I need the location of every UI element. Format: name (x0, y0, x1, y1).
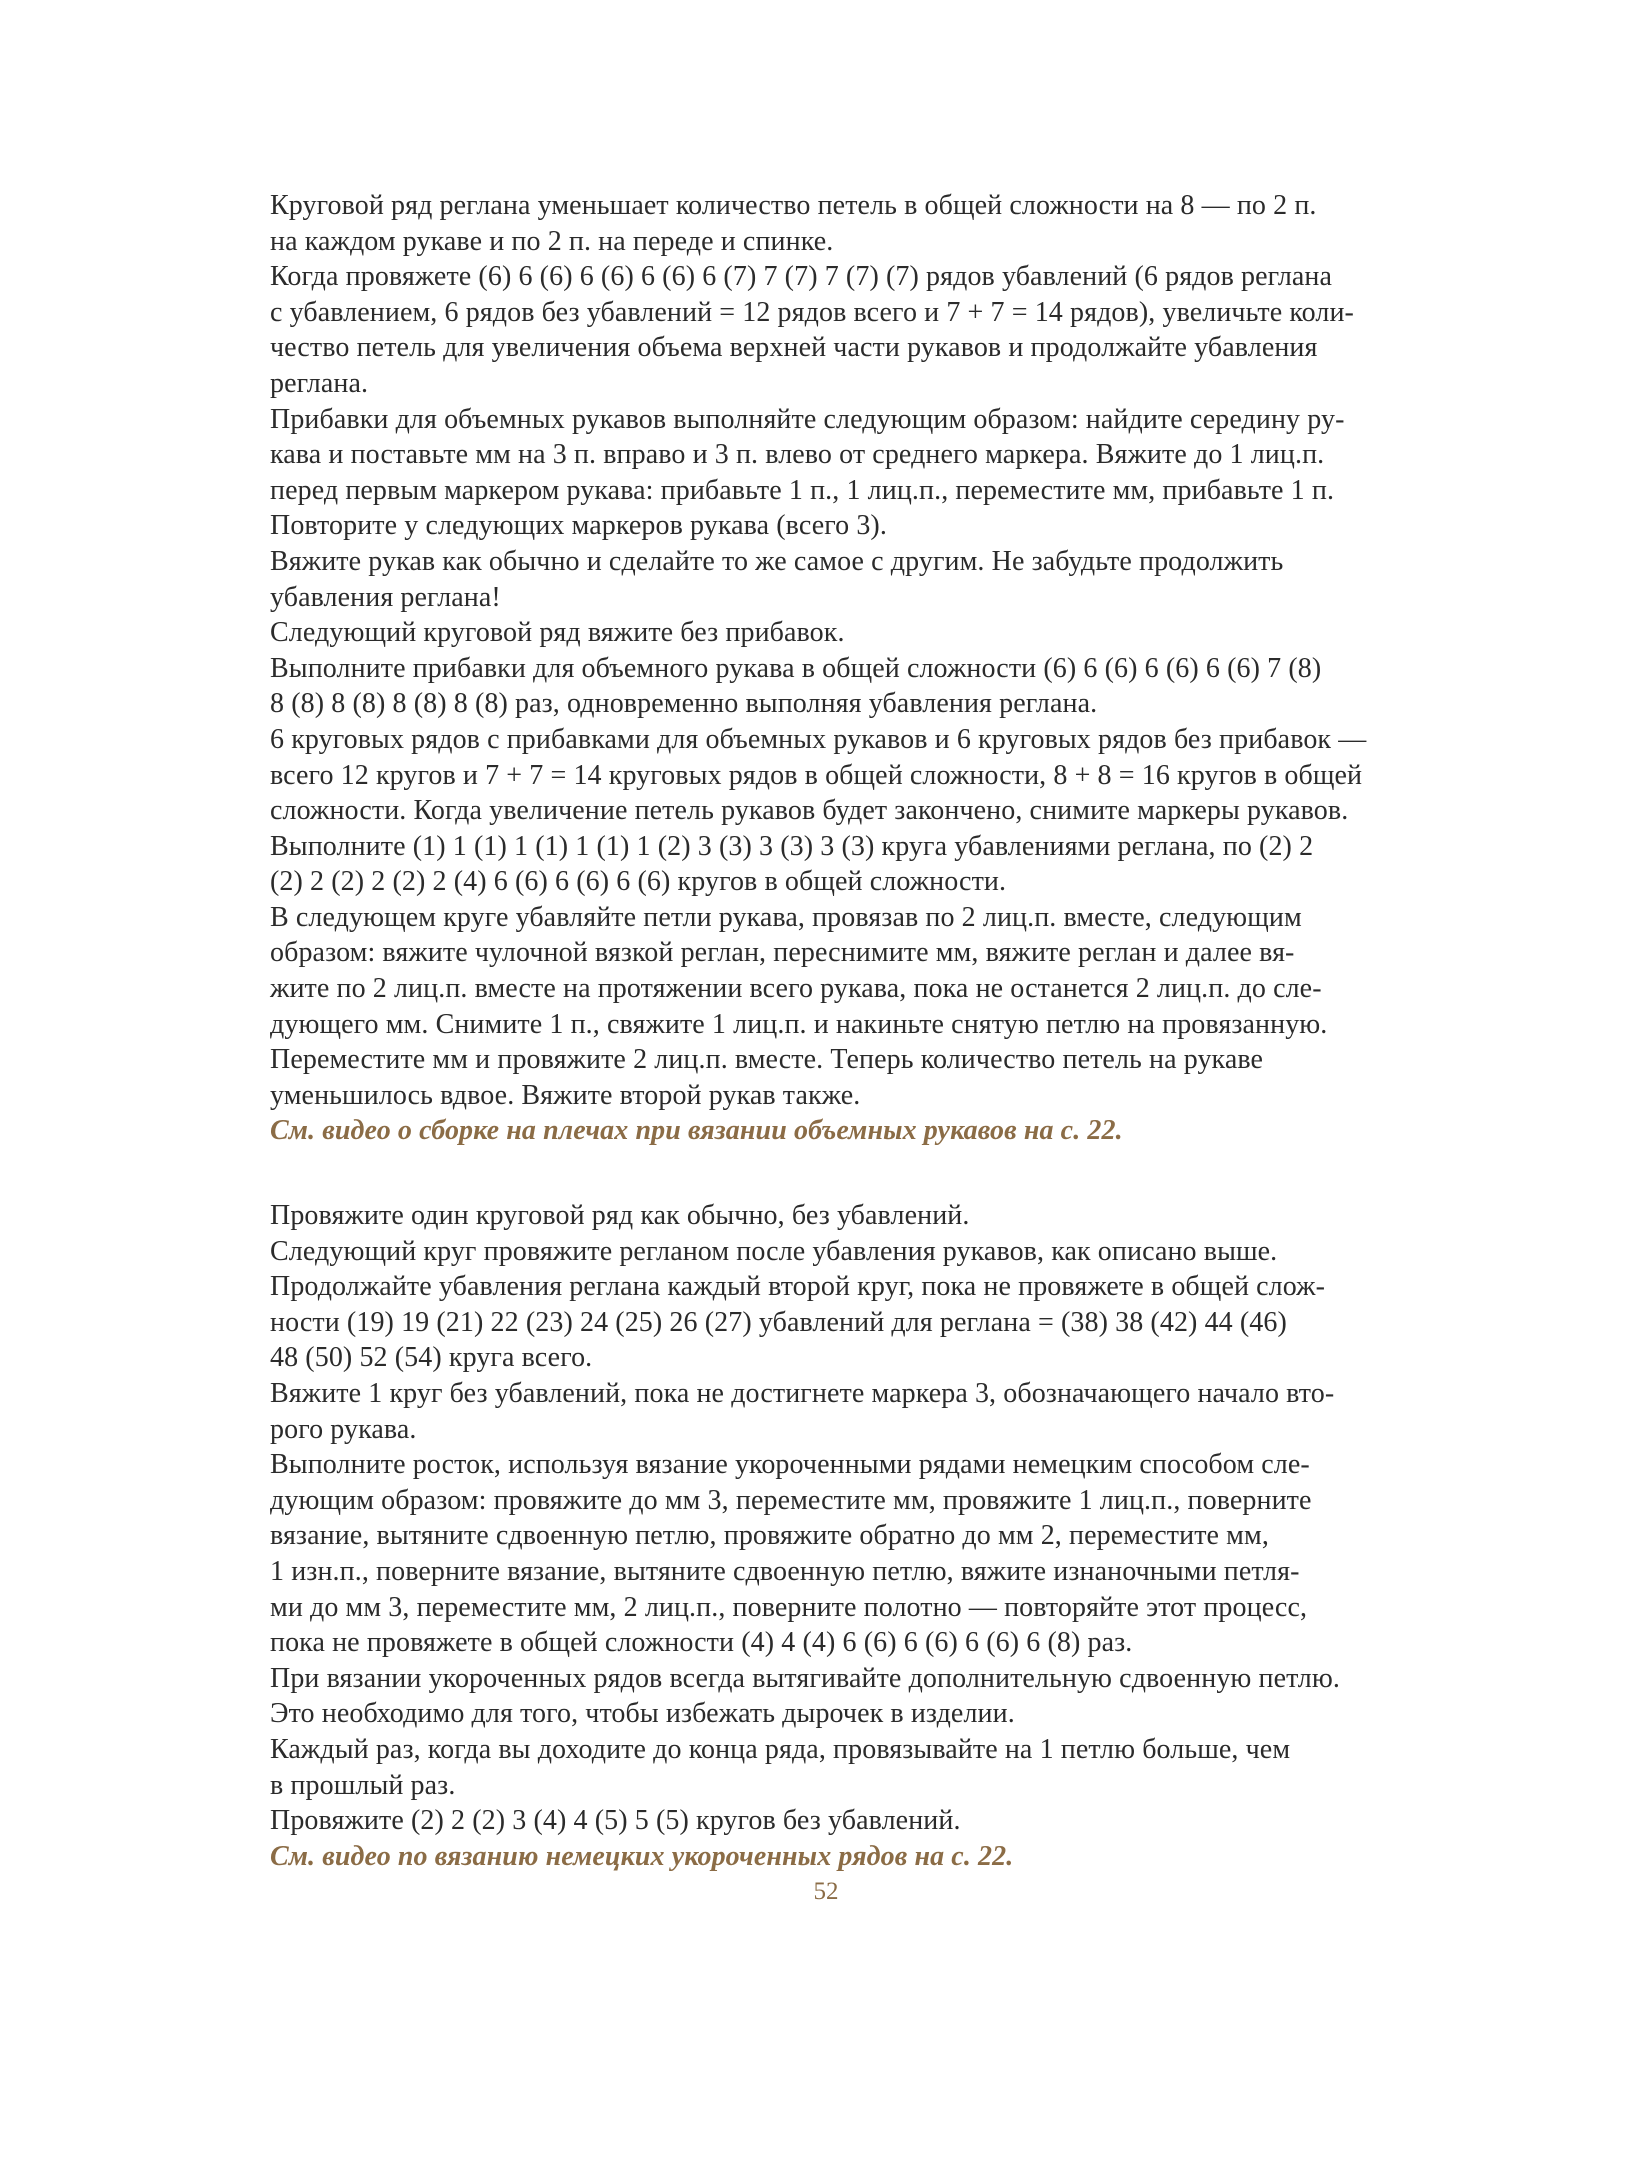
text-line: уменьшилось вдвое. Вяжите второй рукав также. (270, 1079, 861, 1111)
text-line: 1 изн.п., поверните вязание, вытяните сдвоенную петлю, вяжите изнаночными петля- (270, 1555, 1300, 1587)
text-line: В следующем круге убавляйте петли рукава, провязав по 2 лиц.п. вместе, следующим (270, 901, 1302, 933)
text-line: перед первым маркером рукава: прибавьте 1 п., 1 лиц.п., переместите мм, прибавьте 1 п. (270, 474, 1335, 506)
text-line: ности (19) 19 (21) 22 (23) 24 (25) 26 (27) убавлений для реглана = (38) 38 (42) 44 (46) (270, 1306, 1287, 1338)
text-line: Переместите мм и провяжите 2 лиц.п. вместе. Теперь количество петель на рукаве (270, 1044, 1264, 1076)
text-line: ми до мм 3, переместите мм, 2 лиц.п., поверните полотно — повторяйте этот процесс, (270, 1591, 1308, 1623)
text-line: вязание, вытяните сдвоенную петлю, провяжите обратно до мм 2, переместите мм, (270, 1520, 1269, 1552)
text-line: Следующий круг провяжите регланом после убавления рукавов, как описано выше. (270, 1235, 1278, 1267)
text-line: жите по 2 лиц.п. вместе на протяжении всего рукава, пока не останется 2 лиц.п. до сле- (270, 973, 1322, 1005)
text-line: 48 (50) 52 (54) круга всего. (270, 1342, 593, 1374)
text-line: Каждый раз, когда вы доходите до конца ряда, провязывайте на 1 петлю больше, чем (270, 1733, 1291, 1765)
text-line: на каждом рукаве и по 2 п. на переде и спинке. (270, 225, 834, 257)
text-line: дующим образом: провяжите до мм 3, переместите мм, провяжите 1 лиц.п., поверните (270, 1484, 1312, 1516)
text-line: рого рукава. (270, 1413, 417, 1445)
video-reference-link-short-rows[interactable]: См. видео по вязанию немецких укороченных рядов на с. 22. (270, 1840, 1014, 1872)
text-line: образом: вяжите чулочной вязкой реглан, переснимите мм, вяжите реглан и далее вя- (270, 937, 1295, 969)
text-line: чество петель для увеличения объема верхней части рукавов и продолжайте убавления (270, 332, 1318, 364)
instructions-block-2 (270, 1198, 1450, 1874)
text-line: Вяжите 1 круг без убавлений, пока не достигнете маркера 3, обозначающего начало вто- (270, 1377, 1335, 1409)
text-line: дующего мм. Снимите 1 п., свяжите 1 лиц.п. и накиньте снятую петлю на провязанную. (270, 1008, 1328, 1040)
text-line: пока не провяжете в общей сложности (4) 4 (4) 6 (6) 6 (6) 6 (6) 6 (8) раз. (270, 1627, 1133, 1659)
text-line: Продолжайте убавления реглана каждый второй круг, пока не провяжете в общей слож- (270, 1271, 1326, 1303)
video-reference-link-shoulders[interactable]: См. видео о сборке на плечах при вязании объемных рукавов на с. 22. (270, 1115, 1123, 1147)
text-line: Это необходимо для того, чтобы избежать дырочек в изделии. (270, 1698, 1015, 1730)
text-line: Повторите у следующих маркеров рукава (всего 3). (270, 510, 887, 542)
text-line: Выполните прибавки для объемного рукава в общей сложности (6) 6 (6) 6 (6) 6 (6) 7 (8) (270, 652, 1322, 684)
text-line: При вязании укороченных рядов всегда вытягивайте дополнительную сдвоенную петлю. (270, 1662, 1340, 1694)
text-line: Круговой ряд реглана уменьшает количество петель в общей сложности на 8 — по 2 п. (270, 190, 1317, 221)
instructions-block-1 (270, 188, 1450, 1149)
text-line: Провяжите один круговой ряд как обычно, без убавлений. (270, 1200, 970, 1231)
page-number: 52 (813, 1878, 839, 1905)
text-line: (2) 2 (2) 2 (2) 2 (4) 6 (6) 6 (6) 6 (6) кругов в общей сложности. (270, 866, 1007, 898)
text-line: Когда провяжете (6) 6 (6) 6 (6) 6 (6) 6 (7) 7 (7) 7 (7) (7) рядов убавлений (6 рядов реглана (270, 261, 1333, 293)
text-line: 8 (8) 8 (8) 8 (8) 8 (8) раз, одновременно выполняя убавления реглана. (270, 688, 1098, 720)
text-line: 6 круговых рядов с прибавками для объемных рукавов и 6 круговых рядов без прибавок — (270, 723, 1367, 755)
text-line: реглана. (270, 367, 369, 399)
text-line: Вяжите рукав как обычно и сделайте то же самое с другим. Не забудьте продолжить (270, 545, 1284, 577)
text-line: Провяжите (2) 2 (2) 3 (4) 4 (5) 5 (5) кругов без убавлений. (270, 1805, 961, 1837)
text-line: сложности. Когда увеличение петель рукавов будет закончено, снимите маркеры рукавов. (270, 795, 1349, 827)
text-line: убавления реглана! (270, 581, 501, 613)
text-line: Выполните росток, используя вязание укороченными рядами немецким способом сле- (270, 1449, 1310, 1481)
text-line: Выполните (1) 1 (1) 1 (1) 1 (1) 1 (2) 3 (3) 3 (3) 3 (3) круга убавлениями реглана, по (2) 2 (270, 830, 1314, 862)
text-line: Прибавки для объемных рукавов выполняйте следующим образом: найдите середину ру- (270, 403, 1345, 435)
text-line: с убавлением, 6 рядов без убавлений = 12 рядов всего и 7 + 7 = 14 рядов), увеличьте коли- (270, 296, 1354, 328)
text-line: всего 12 кругов и 7 + 7 = 14 круговых рядов в общей сложности, 8 + 8 = 16 кругов в общей (270, 759, 1363, 791)
text-line: кава и поставьте мм на 3 п. вправо и 3 п. влево от среднего маркера. Вяжите до 1 лиц.п. (270, 439, 1325, 471)
text-line: в прошлый раз. (270, 1769, 456, 1801)
text-line: Следующий круговой ряд вяжите без прибавок. (270, 617, 845, 649)
